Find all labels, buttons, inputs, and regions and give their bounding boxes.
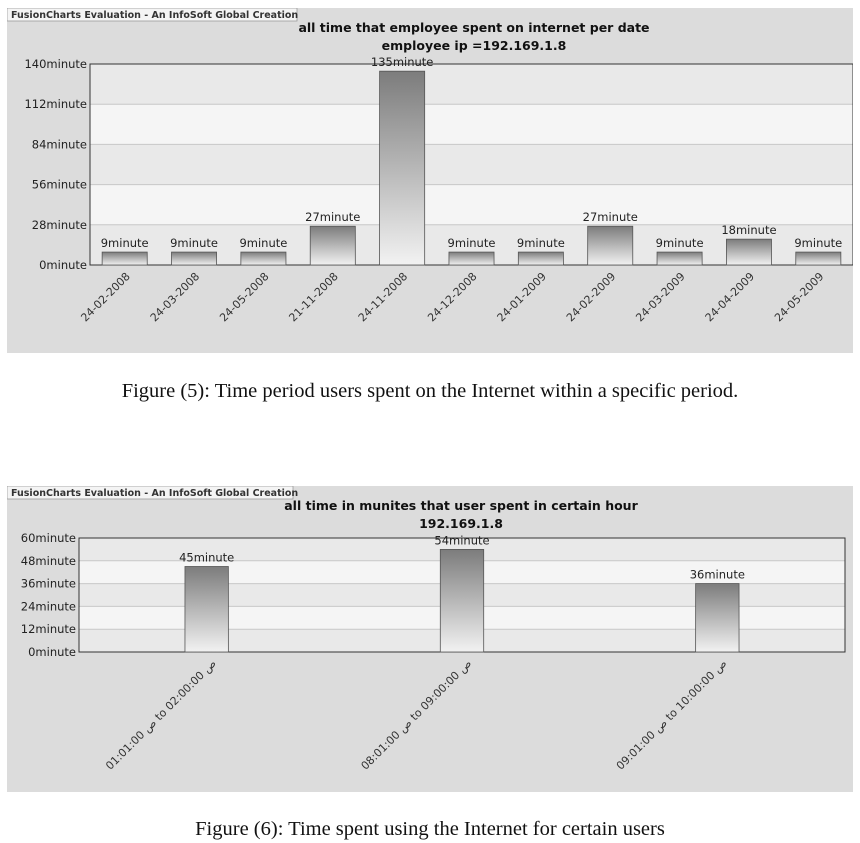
bar-value-label: 9minute	[655, 236, 704, 251]
watermark-text: FusionCharts Evaluation - An InfoSoft Global Creation	[11, 488, 299, 499]
chart-subtitle: 192.169.1.8	[419, 516, 503, 531]
bar	[310, 226, 355, 265]
chart-2	[7, 486, 853, 792]
y-tick-label: 112minute	[24, 97, 87, 112]
plot-band	[90, 64, 853, 104]
bar-value-label: 18minute	[721, 223, 777, 238]
x-category-label: 01:01:00 ص to 02:00:00 ص	[103, 656, 219, 773]
bar	[518, 252, 563, 265]
y-tick-label: 140minute	[24, 57, 87, 71]
figure-6-caption: Figure (6): Time spent using the Internet for certain users	[195, 818, 665, 840]
plot-band	[90, 144, 853, 184]
bar-value-label: 9minute	[516, 236, 565, 251]
bar	[657, 252, 702, 265]
bar	[172, 252, 217, 265]
plot-band	[90, 185, 853, 225]
bar	[696, 584, 739, 652]
bar-value-label: 36minute	[689, 567, 745, 582]
chart-subtitle: employee ip =192.169.1.8	[381, 38, 567, 53]
plot-band	[90, 104, 853, 144]
bar	[380, 71, 425, 265]
x-category-label: 24-02-2009	[563, 269, 619, 325]
bar	[102, 252, 147, 265]
x-category-label: 24-03-2009	[633, 269, 688, 325]
y-tick-label: 36minute	[20, 576, 76, 591]
x-category-label: 24-05-2008	[217, 269, 272, 325]
y-tick-label: 84minute	[31, 137, 87, 152]
bar-value-label: 54minute	[434, 533, 490, 548]
x-category-label: 08:01:00 ص to 09:00:00 ص	[358, 656, 475, 773]
bar-value-label: 27minute	[582, 210, 638, 225]
bar	[796, 252, 841, 265]
x-category-label: 24-03-2008	[147, 269, 203, 325]
y-tick-label: 24minute	[20, 599, 76, 614]
x-category-label: 09:01:00 ص to 10:00:00 ص	[613, 656, 730, 773]
y-tick-label: 60minute	[20, 531, 76, 545]
bar	[449, 252, 494, 265]
y-tick-label: 12minute	[20, 622, 76, 637]
x-category-label: 21-11-2008	[286, 269, 341, 325]
bar-value-label: 27minute	[305, 210, 361, 225]
bar-value-label: 135minute	[370, 55, 434, 70]
bar-value-label: 9minute	[100, 236, 149, 251]
y-tick-label: 28minute	[31, 217, 87, 232]
bar-value-label: 9minute	[447, 236, 496, 251]
bar	[440, 549, 483, 652]
x-category-label: 24-11-2008	[355, 269, 411, 325]
x-category-label: 24-01-2009	[494, 269, 549, 325]
chart-1	[7, 8, 853, 353]
bar-value-label: 9minute	[170, 236, 218, 251]
bar	[241, 252, 286, 265]
bar-value-label: 9minute	[239, 236, 288, 251]
x-category-label: 24-05-2009	[772, 269, 827, 325]
y-tick-label: 0minute	[39, 258, 87, 272]
x-category-label: 24-04-2009	[702, 269, 758, 325]
x-category-label: 24-12-2008	[425, 269, 480, 325]
y-tick-label: 48minute	[20, 553, 76, 568]
bar-value-label: 9minute	[794, 236, 843, 251]
x-category-label: 24-02-2008	[78, 269, 133, 325]
bar-value-label: 45minute	[179, 550, 235, 565]
bar	[185, 567, 228, 653]
chart-title: all time that employee spent on internet per date	[298, 20, 650, 35]
bar	[588, 226, 633, 265]
y-tick-label: 56minute	[31, 177, 87, 192]
watermark-text: FusionCharts Evaluation - An InfoSoft Global Creation	[11, 10, 299, 21]
figure-5-caption: Figure (5): Time period users spent on the Internet within a specific period.	[121, 380, 739, 402]
bar	[726, 239, 771, 265]
chart-title: all time in munites that user spent in certain hour	[284, 498, 638, 513]
y-tick-label: 0minute	[28, 645, 76, 659]
